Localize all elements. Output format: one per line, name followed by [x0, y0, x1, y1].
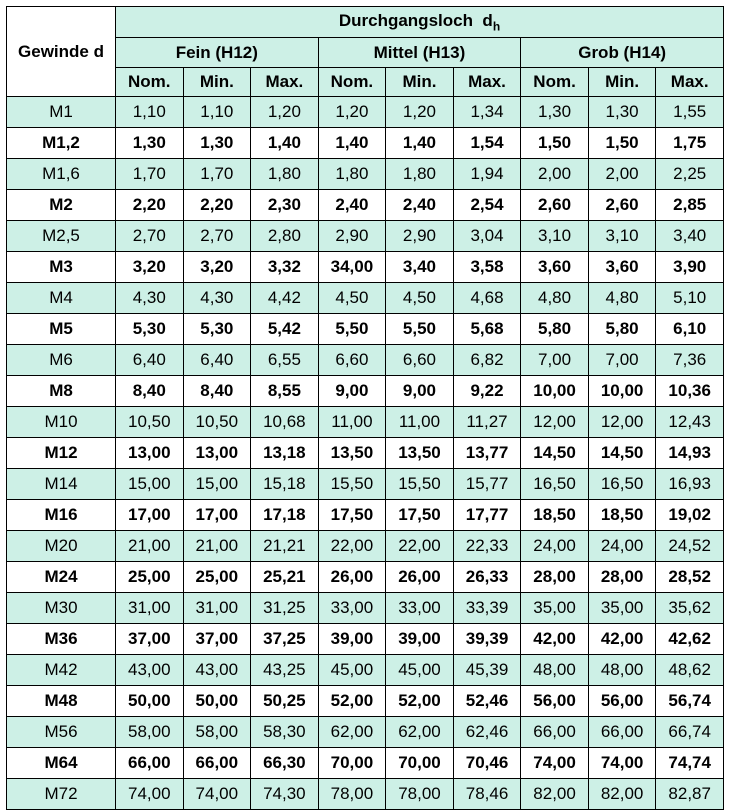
- cell-value: 3,20: [183, 252, 251, 283]
- cell-value: 1,55: [656, 97, 724, 128]
- table-header: [7, 7, 724, 97]
- cell-value: 14,50: [521, 438, 589, 469]
- cell-value: 2,60: [588, 190, 656, 221]
- cell-value: 16,50: [588, 469, 656, 500]
- cell-value: 3,10: [588, 221, 656, 252]
- cell-thread-size: M5: [7, 314, 116, 345]
- cell-value: 35,00: [588, 593, 656, 624]
- cell-value: 2,20: [116, 190, 184, 221]
- cell-value: 5,68: [453, 314, 521, 345]
- table-row: [7, 500, 724, 531]
- durchgangsloch-table: [6, 6, 724, 810]
- cell-value: 1,40: [318, 128, 386, 159]
- cell-value: 21,21: [251, 531, 319, 562]
- cell-value: 13,77: [453, 438, 521, 469]
- cell-value: 1,70: [116, 159, 184, 190]
- cell-thread-size: M16: [7, 500, 116, 531]
- header-sub-grob-min: Min.: [588, 68, 656, 97]
- table-row: [7, 252, 724, 283]
- cell-value: 78,00: [386, 779, 454, 810]
- cell-value: 8,55: [251, 376, 319, 407]
- table-row: [7, 593, 724, 624]
- cell-value: 66,00: [521, 717, 589, 748]
- cell-value: 22,00: [386, 531, 454, 562]
- table-row: [7, 624, 724, 655]
- cell-value: 35,62: [656, 593, 724, 624]
- header-sub-fein-max: Max.: [251, 68, 319, 97]
- cell-value: 2,25: [656, 159, 724, 190]
- cell-value: 9,22: [453, 376, 521, 407]
- cell-value: 1,75: [656, 128, 724, 159]
- header-group-fein: Fein (H12): [116, 38, 319, 68]
- cell-value: 7,36: [656, 345, 724, 376]
- cell-thread-size: M30: [7, 593, 116, 624]
- cell-thread-size: M42: [7, 655, 116, 686]
- cell-value: 1,54: [453, 128, 521, 159]
- cell-value: 1,80: [386, 159, 454, 190]
- cell-value: 5,10: [656, 283, 724, 314]
- header-group-grob: Grob (H14): [521, 38, 724, 68]
- cell-value: 39,00: [386, 624, 454, 655]
- cell-value: 10,00: [588, 376, 656, 407]
- table-row: [7, 717, 724, 748]
- cell-value: 17,77: [453, 500, 521, 531]
- cell-value: 16,50: [521, 469, 589, 500]
- cell-value: 16,93: [656, 469, 724, 500]
- cell-value: 5,30: [116, 314, 184, 345]
- cell-value: 5,30: [183, 314, 251, 345]
- cell-value: 15,00: [183, 469, 251, 500]
- cell-value: 22,33: [453, 531, 521, 562]
- cell-thread-size: M2: [7, 190, 116, 221]
- cell-value: 58,00: [116, 717, 184, 748]
- cell-value: 74,00: [116, 779, 184, 810]
- cell-value: 21,00: [116, 531, 184, 562]
- cell-value: 17,50: [318, 500, 386, 531]
- cell-value: 8,40: [183, 376, 251, 407]
- table-row: [7, 779, 724, 810]
- cell-value: 25,21: [251, 562, 319, 593]
- cell-value: 11,27: [453, 407, 521, 438]
- cell-value: 3,40: [656, 221, 724, 252]
- cell-value: 66,00: [183, 748, 251, 779]
- cell-value: 15,18: [251, 469, 319, 500]
- cell-value: 14,50: [588, 438, 656, 469]
- cell-value: 3,90: [656, 252, 724, 283]
- cell-value: 24,00: [588, 531, 656, 562]
- cell-thread-size: M3: [7, 252, 116, 283]
- cell-value: 22,00: [318, 531, 386, 562]
- cell-value: 33,39: [453, 593, 521, 624]
- cell-value: 43,00: [183, 655, 251, 686]
- cell-value: 1,40: [386, 128, 454, 159]
- cell-value: 74,30: [251, 779, 319, 810]
- cell-value: 31,25: [251, 593, 319, 624]
- cell-value: 42,00: [588, 624, 656, 655]
- cell-value: 1,50: [521, 128, 589, 159]
- cell-value: 21,00: [183, 531, 251, 562]
- cell-value: 6,82: [453, 345, 521, 376]
- cell-value: 7,00: [521, 345, 589, 376]
- header-sub-mittel-max: Max.: [453, 68, 521, 97]
- cell-value: 1,10: [116, 97, 184, 128]
- cell-value: 58,00: [183, 717, 251, 748]
- cell-value: 8,40: [116, 376, 184, 407]
- table-row: [7, 655, 724, 686]
- table-row: [7, 376, 724, 407]
- cell-value: 82,87: [656, 779, 724, 810]
- cell-value: 4,50: [386, 283, 454, 314]
- cell-value: 2,20: [183, 190, 251, 221]
- cell-value: 74,74: [656, 748, 724, 779]
- cell-value: 78,00: [318, 779, 386, 810]
- cell-value: 37,00: [116, 624, 184, 655]
- cell-value: 25,00: [183, 562, 251, 593]
- header-sub-fein-min: Min.: [183, 68, 251, 97]
- cell-value: 3,60: [521, 252, 589, 283]
- cell-value: 39,39: [453, 624, 521, 655]
- cell-value: 4,30: [183, 283, 251, 314]
- table-row: [7, 221, 724, 252]
- cell-value: 1,10: [183, 97, 251, 128]
- cell-value: 74,00: [588, 748, 656, 779]
- cell-value: 42,00: [521, 624, 589, 655]
- cell-value: 3,60: [588, 252, 656, 283]
- cell-value: 66,30: [251, 748, 319, 779]
- table-row: [7, 159, 724, 190]
- cell-value: 5,50: [318, 314, 386, 345]
- cell-value: 28,00: [521, 562, 589, 593]
- cell-value: 78,46: [453, 779, 521, 810]
- cell-value: 6,40: [116, 345, 184, 376]
- cell-value: 4,80: [588, 283, 656, 314]
- cell-value: 43,00: [116, 655, 184, 686]
- cell-value: 13,00: [183, 438, 251, 469]
- cell-value: 14,93: [656, 438, 724, 469]
- cell-value: 13,00: [116, 438, 184, 469]
- cell-value: 82,00: [521, 779, 589, 810]
- cell-value: 17,18: [251, 500, 319, 531]
- cell-value: 1,94: [453, 159, 521, 190]
- cell-value: 66,00: [116, 748, 184, 779]
- cell-value: 12,43: [656, 407, 724, 438]
- cell-thread-size: M20: [7, 531, 116, 562]
- cell-value: 28,00: [588, 562, 656, 593]
- cell-value: 50,25: [251, 686, 319, 717]
- cell-value: 62,46: [453, 717, 521, 748]
- header-sub-mittel-min: Min.: [386, 68, 454, 97]
- cell-value: 70,46: [453, 748, 521, 779]
- table-row: [7, 562, 724, 593]
- cell-value: 82,00: [588, 779, 656, 810]
- cell-value: 2,90: [318, 221, 386, 252]
- cell-value: 1,70: [183, 159, 251, 190]
- cell-value: 1,80: [318, 159, 386, 190]
- cell-value: 15,50: [318, 469, 386, 500]
- cell-value: 17,50: [386, 500, 454, 531]
- cell-value: 5,50: [386, 314, 454, 345]
- cell-thread-size: M4: [7, 283, 116, 314]
- cell-value: 10,50: [116, 407, 184, 438]
- cell-value: 12,00: [588, 407, 656, 438]
- cell-value: 31,00: [183, 593, 251, 624]
- cell-value: 1,34: [453, 97, 521, 128]
- header-sub-fein-nom: Nom.: [116, 68, 184, 97]
- cell-value: 1,20: [386, 97, 454, 128]
- cell-value: 5,80: [588, 314, 656, 345]
- cell-value: 2,54: [453, 190, 521, 221]
- table-row: [7, 97, 724, 128]
- cell-value: 48,62: [656, 655, 724, 686]
- cell-value: 17,00: [183, 500, 251, 531]
- cell-value: 52,00: [318, 686, 386, 717]
- cell-value: 13,50: [318, 438, 386, 469]
- cell-thread-size: M1: [7, 97, 116, 128]
- cell-value: 43,25: [251, 655, 319, 686]
- cell-value: 33,00: [318, 593, 386, 624]
- table-row: [7, 438, 724, 469]
- cell-value: 26,33: [453, 562, 521, 593]
- header-sub-grob-max: Max.: [656, 68, 724, 97]
- cell-value: 48,00: [588, 655, 656, 686]
- cell-value: 18,50: [588, 500, 656, 531]
- cell-thread-size: M1,6: [7, 159, 116, 190]
- cell-value: 17,00: [116, 500, 184, 531]
- cell-value: 6,55: [251, 345, 319, 376]
- cell-value: 1,20: [318, 97, 386, 128]
- table-row: [7, 283, 724, 314]
- cell-thread-size: M8: [7, 376, 116, 407]
- cell-value: 3,32: [251, 252, 319, 283]
- cell-thread-size: M10: [7, 407, 116, 438]
- cell-value: 1,50: [588, 128, 656, 159]
- cell-value: 50,00: [116, 686, 184, 717]
- cell-value: 1,40: [251, 128, 319, 159]
- cell-value: 4,80: [521, 283, 589, 314]
- cell-value: 45,00: [386, 655, 454, 686]
- cell-value: 11,00: [386, 407, 454, 438]
- cell-value: 2,40: [318, 190, 386, 221]
- table-row: [7, 128, 724, 159]
- cell-value: 66,00: [588, 717, 656, 748]
- cell-value: 2,80: [251, 221, 319, 252]
- header-title-subscript: h: [492, 18, 501, 33]
- cell-value: 2,60: [521, 190, 589, 221]
- header-row-title: [7, 7, 724, 38]
- table-body: [7, 97, 724, 810]
- cell-value: 9,00: [386, 376, 454, 407]
- row-header-gewinde: Gewinde d: [7, 7, 116, 97]
- cell-value: 2,00: [588, 159, 656, 190]
- cell-value: 1,30: [116, 128, 184, 159]
- cell-value: 13,18: [251, 438, 319, 469]
- cell-value: 37,25: [251, 624, 319, 655]
- cell-value: 2,40: [386, 190, 454, 221]
- cell-value: 10,50: [183, 407, 251, 438]
- cell-value: 52,46: [453, 686, 521, 717]
- cell-value: 66,74: [656, 717, 724, 748]
- cell-value: 70,00: [318, 748, 386, 779]
- header-sub-mittel-nom: Nom.: [318, 68, 386, 97]
- cell-value: 13,50: [386, 438, 454, 469]
- cell-thread-size: M56: [7, 717, 116, 748]
- cell-value: 7,00: [588, 345, 656, 376]
- cell-thread-size: M1,2: [7, 128, 116, 159]
- cell-value: 2,70: [116, 221, 184, 252]
- cell-thread-size: M2,5: [7, 221, 116, 252]
- cell-value: 10,00: [521, 376, 589, 407]
- cell-thread-size: M24: [7, 562, 116, 593]
- cell-value: 56,00: [588, 686, 656, 717]
- cell-value: 15,77: [453, 469, 521, 500]
- cell-value: 25,00: [116, 562, 184, 593]
- cell-value: 39,00: [318, 624, 386, 655]
- cell-value: 3,40: [386, 252, 454, 283]
- table-row: [7, 345, 724, 376]
- cell-value: 58,30: [251, 717, 319, 748]
- cell-value: 50,00: [183, 686, 251, 717]
- cell-value: 11,00: [318, 407, 386, 438]
- cell-value: 1,20: [251, 97, 319, 128]
- cell-value: 62,00: [318, 717, 386, 748]
- cell-thread-size: M14: [7, 469, 116, 500]
- cell-value: 28,52: [656, 562, 724, 593]
- cell-value: 15,00: [116, 469, 184, 500]
- cell-value: 37,00: [183, 624, 251, 655]
- cell-value: 1,30: [183, 128, 251, 159]
- table-row: [7, 190, 724, 221]
- cell-value: 6,60: [318, 345, 386, 376]
- cell-value: 24,52: [656, 531, 724, 562]
- cell-value: 10,36: [656, 376, 724, 407]
- cell-thread-size: M6: [7, 345, 116, 376]
- table-row: [7, 407, 724, 438]
- table-row: [7, 469, 724, 500]
- header-title-text: Durchgangsloch: [338, 10, 473, 30]
- cell-value: 31,00: [116, 593, 184, 624]
- cell-value: 62,00: [386, 717, 454, 748]
- cell-value: 3,20: [116, 252, 184, 283]
- cell-thread-size: M64: [7, 748, 116, 779]
- cell-value: 6,40: [183, 345, 251, 376]
- cell-value: 2,00: [521, 159, 589, 190]
- cell-value: 56,00: [521, 686, 589, 717]
- cell-value: 74,00: [521, 748, 589, 779]
- cell-value: 1,80: [251, 159, 319, 190]
- cell-value: 9,00: [318, 376, 386, 407]
- cell-value: 2,85: [656, 190, 724, 221]
- cell-value: 4,42: [251, 283, 319, 314]
- cell-value: 48,00: [521, 655, 589, 686]
- cell-value: 74,00: [183, 779, 251, 810]
- cell-value: 26,00: [318, 562, 386, 593]
- cell-value: 56,74: [656, 686, 724, 717]
- cell-value: 18,50: [521, 500, 589, 531]
- table-row: [7, 748, 724, 779]
- cell-value: 4,30: [116, 283, 184, 314]
- cell-value: 52,00: [386, 686, 454, 717]
- cell-value: 15,50: [386, 469, 454, 500]
- cell-value: 2,30: [251, 190, 319, 221]
- cell-value: 33,00: [386, 593, 454, 624]
- cell-value: 26,00: [386, 562, 454, 593]
- cell-value: 4,50: [318, 283, 386, 314]
- cell-thread-size: M12: [7, 438, 116, 469]
- table-row: [7, 314, 724, 345]
- cell-value: 1,30: [521, 97, 589, 128]
- cell-value: 45,00: [318, 655, 386, 686]
- table-row: [7, 531, 724, 562]
- cell-value: 1,30: [588, 97, 656, 128]
- cell-value: 2,70: [183, 221, 251, 252]
- cell-value: 42,62: [656, 624, 724, 655]
- cell-value: 3,58: [453, 252, 521, 283]
- cell-value: 70,00: [386, 748, 454, 779]
- cell-value: 35,00: [521, 593, 589, 624]
- cell-value: 6,10: [656, 314, 724, 345]
- cell-value: 5,42: [251, 314, 319, 345]
- table-row: [7, 686, 724, 717]
- cell-value: 3,04: [453, 221, 521, 252]
- cell-value: 10,68: [251, 407, 319, 438]
- cell-value: 19,02: [656, 500, 724, 531]
- cell-value: 34,00: [318, 252, 386, 283]
- header-sub-grob-nom: Nom.: [521, 68, 589, 97]
- cell-value: 5,80: [521, 314, 589, 345]
- cell-value: 45,39: [453, 655, 521, 686]
- cell-value: 12,00: [521, 407, 589, 438]
- cell-thread-size: M36: [7, 624, 116, 655]
- cell-value: 3,10: [521, 221, 589, 252]
- cell-thread-size: M48: [7, 686, 116, 717]
- cell-value: 24,00: [521, 531, 589, 562]
- cell-thread-size: M72: [7, 779, 116, 810]
- cell-value: 2,90: [386, 221, 454, 252]
- cell-value: 4,68: [453, 283, 521, 314]
- header-title-durchgangsloch: Durchgangsloch $d_h$: [116, 7, 724, 38]
- cell-value: 6,60: [386, 345, 454, 376]
- header-group-mittel: Mittel (H13): [318, 38, 521, 68]
